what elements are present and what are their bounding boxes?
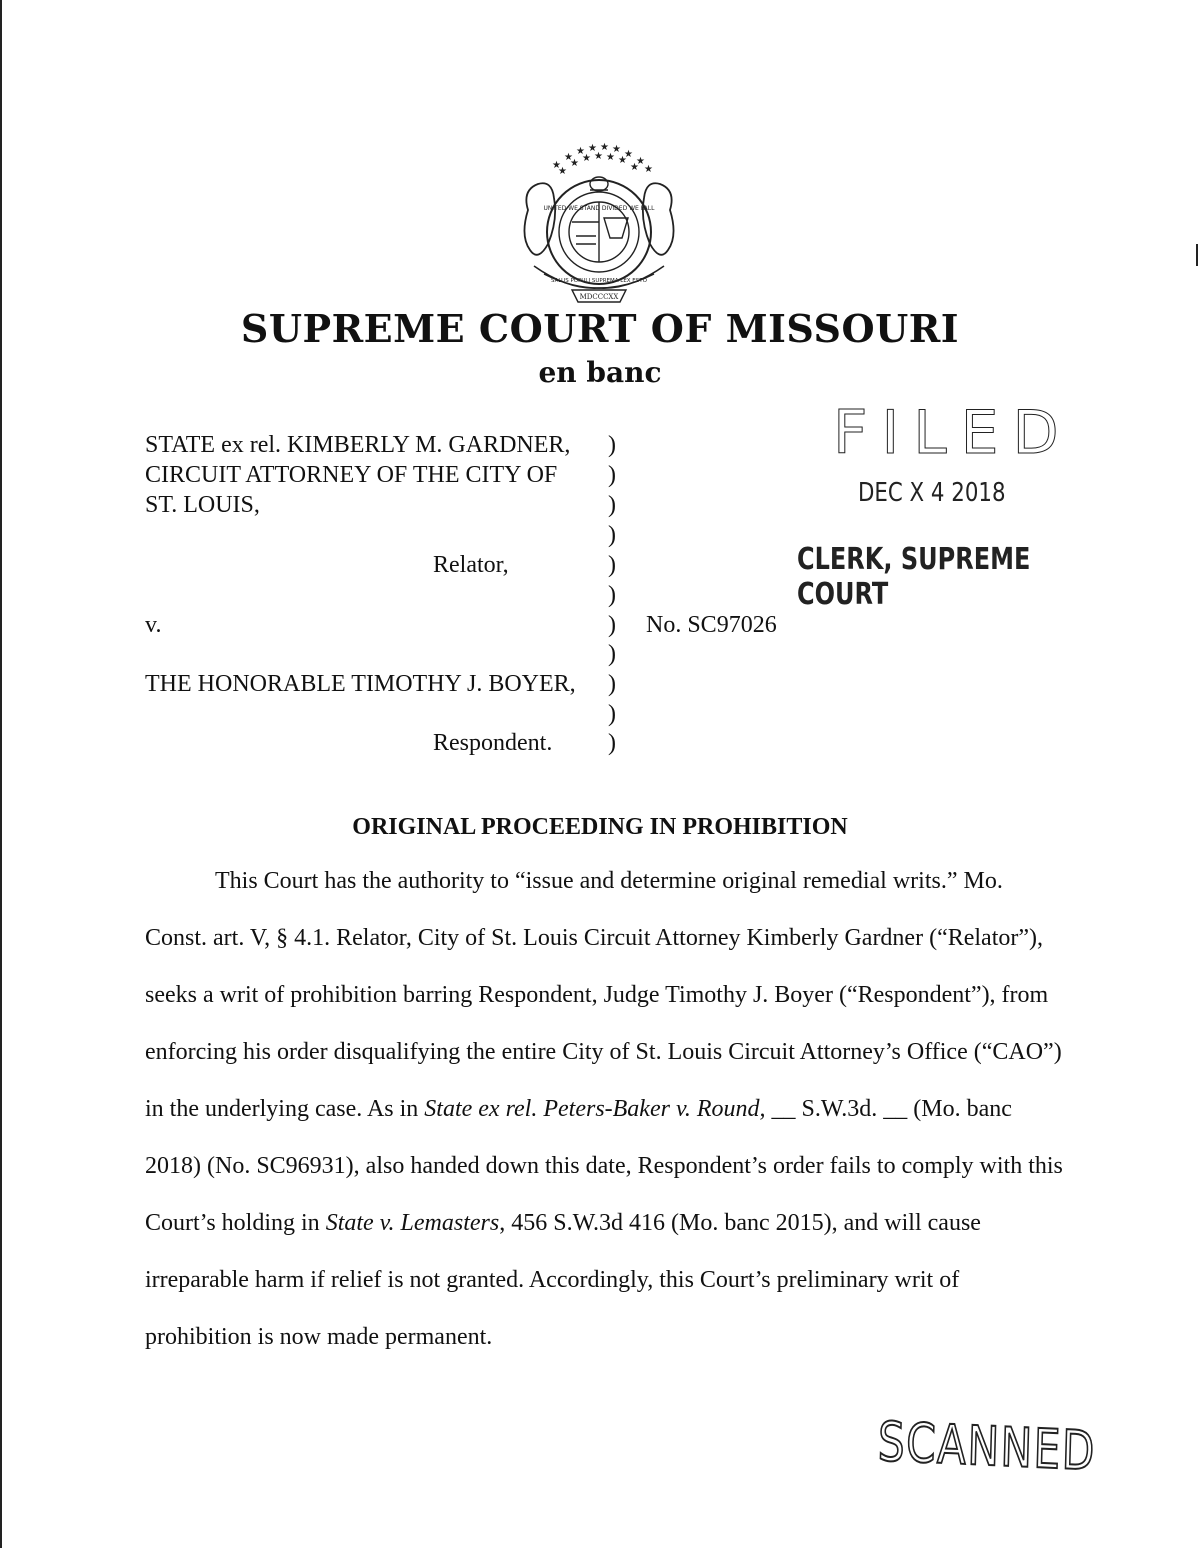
caption-paren: ) bbox=[608, 730, 616, 756]
svg-text:★: ★ bbox=[552, 160, 561, 171]
caption-paren: ) bbox=[608, 582, 616, 608]
svg-text:★: ★ bbox=[594, 151, 603, 162]
caption-paren: ) bbox=[608, 492, 616, 518]
svg-text:★: ★ bbox=[606, 152, 615, 163]
svg-text:★: ★ bbox=[624, 149, 633, 160]
relator-line-2: CIRCUIT ATTORNEY OF THE CITY OF bbox=[145, 462, 558, 488]
svg-text:★: ★ bbox=[582, 153, 591, 164]
seal-stars bbox=[552, 142, 653, 177]
case-number: No. SC97026 bbox=[646, 612, 777, 638]
filed-date-stamp: DEC X 4 2018 bbox=[858, 478, 1006, 508]
scanned-stamp: SCANNED bbox=[877, 1410, 1097, 1483]
respondent-role: Respondent. bbox=[433, 730, 553, 756]
scan-edge-left bbox=[0, 0, 2, 1548]
svg-text:★: ★ bbox=[570, 158, 579, 169]
proceeding-heading: ORIGINAL PROCEEDING IN PROHIBITION bbox=[352, 814, 848, 840]
relator-line-3: ST. LOUIS, bbox=[145, 492, 260, 518]
svg-text:★: ★ bbox=[644, 164, 653, 175]
court-sitting: en banc bbox=[538, 356, 662, 389]
body-text-1: This Court has the authority to “issue and determine original remedial writs.” Mo. Const. art. V, § 4.1. Relator, City of St. Louis Circuit Attorney Kimberly Gardner (“Relator”), seeks a writ of prohibition barring Respondent, Judge Timothy J. Boyer (“Respondent”), from enforcing his order disqualifying the entire City of St. Louis Circuit Attorney’s Office (“CAO”) in the underlying case. As in bbox=[145, 868, 1062, 1122]
svg-text:★: ★ bbox=[576, 146, 585, 157]
respondent-name: THE HONORABLE TIMOTHY J. BOYER, bbox=[145, 671, 576, 697]
svg-text:★: ★ bbox=[618, 155, 627, 166]
caption-paren: ) bbox=[608, 671, 616, 697]
seal-motto: UNITED WE STAND DIVIDED WE FALL bbox=[543, 205, 655, 212]
versus: v. bbox=[145, 612, 162, 638]
svg-text:★: ★ bbox=[612, 144, 621, 155]
court-name: SUPREME COURT OF MISSOURI bbox=[240, 306, 960, 351]
svg-text:★: ★ bbox=[636, 156, 645, 167]
caption-paren: ) bbox=[608, 701, 616, 727]
opinion-paragraph bbox=[145, 853, 1065, 1366]
relator-role: Relator, bbox=[433, 552, 509, 578]
seal-year: MDCCCXX bbox=[579, 293, 619, 301]
missouri-state-seal bbox=[508, 140, 690, 306]
caption-paren: ) bbox=[608, 612, 616, 638]
body-text-3: , 456 S.W.3d 416 (Mo. banc 2015), and will cause irreparable harm if relief is not granted. Accordingly, this Court’s preliminary writ of prohibition is now made permanent. bbox=[145, 1210, 981, 1350]
svg-text:★: ★ bbox=[588, 143, 597, 154]
caption-paren: ) bbox=[608, 641, 616, 667]
seal-latin: SALUS POPULI SUPREMA LEX ESTO bbox=[551, 278, 647, 284]
svg-text:★: ★ bbox=[564, 152, 573, 163]
caption-paren: ) bbox=[608, 552, 616, 578]
clerk-stamp: CLERK, SUPREME COURT bbox=[797, 542, 1031, 612]
filed-stamp bbox=[833, 398, 1073, 468]
svg-text:★: ★ bbox=[630, 162, 639, 173]
caption-paren: ) bbox=[608, 432, 616, 458]
opinion-body bbox=[145, 853, 1065, 1366]
svg-text:★: ★ bbox=[600, 142, 609, 153]
case-citation: State v. Lemasters bbox=[325, 1210, 500, 1236]
caption-paren: ) bbox=[608, 522, 616, 548]
svg-text:★: ★ bbox=[558, 166, 567, 177]
filed-stamp-text: FILED bbox=[833, 398, 1073, 468]
body-text-2: __ S.W.3d. __ (Mo. banc 2018) (No. SC96931), also handed down this date, Respondent’s order fails to comply with this Court’s holding in bbox=[145, 1096, 1063, 1236]
scan-edge-mark bbox=[1196, 244, 1198, 266]
relator-line-1: STATE ex rel. KIMBERLY M. GARDNER, bbox=[145, 432, 571, 458]
caption-paren: ) bbox=[608, 462, 616, 488]
case-citation: State ex rel. Peters-Baker v. Round, bbox=[424, 1096, 766, 1122]
